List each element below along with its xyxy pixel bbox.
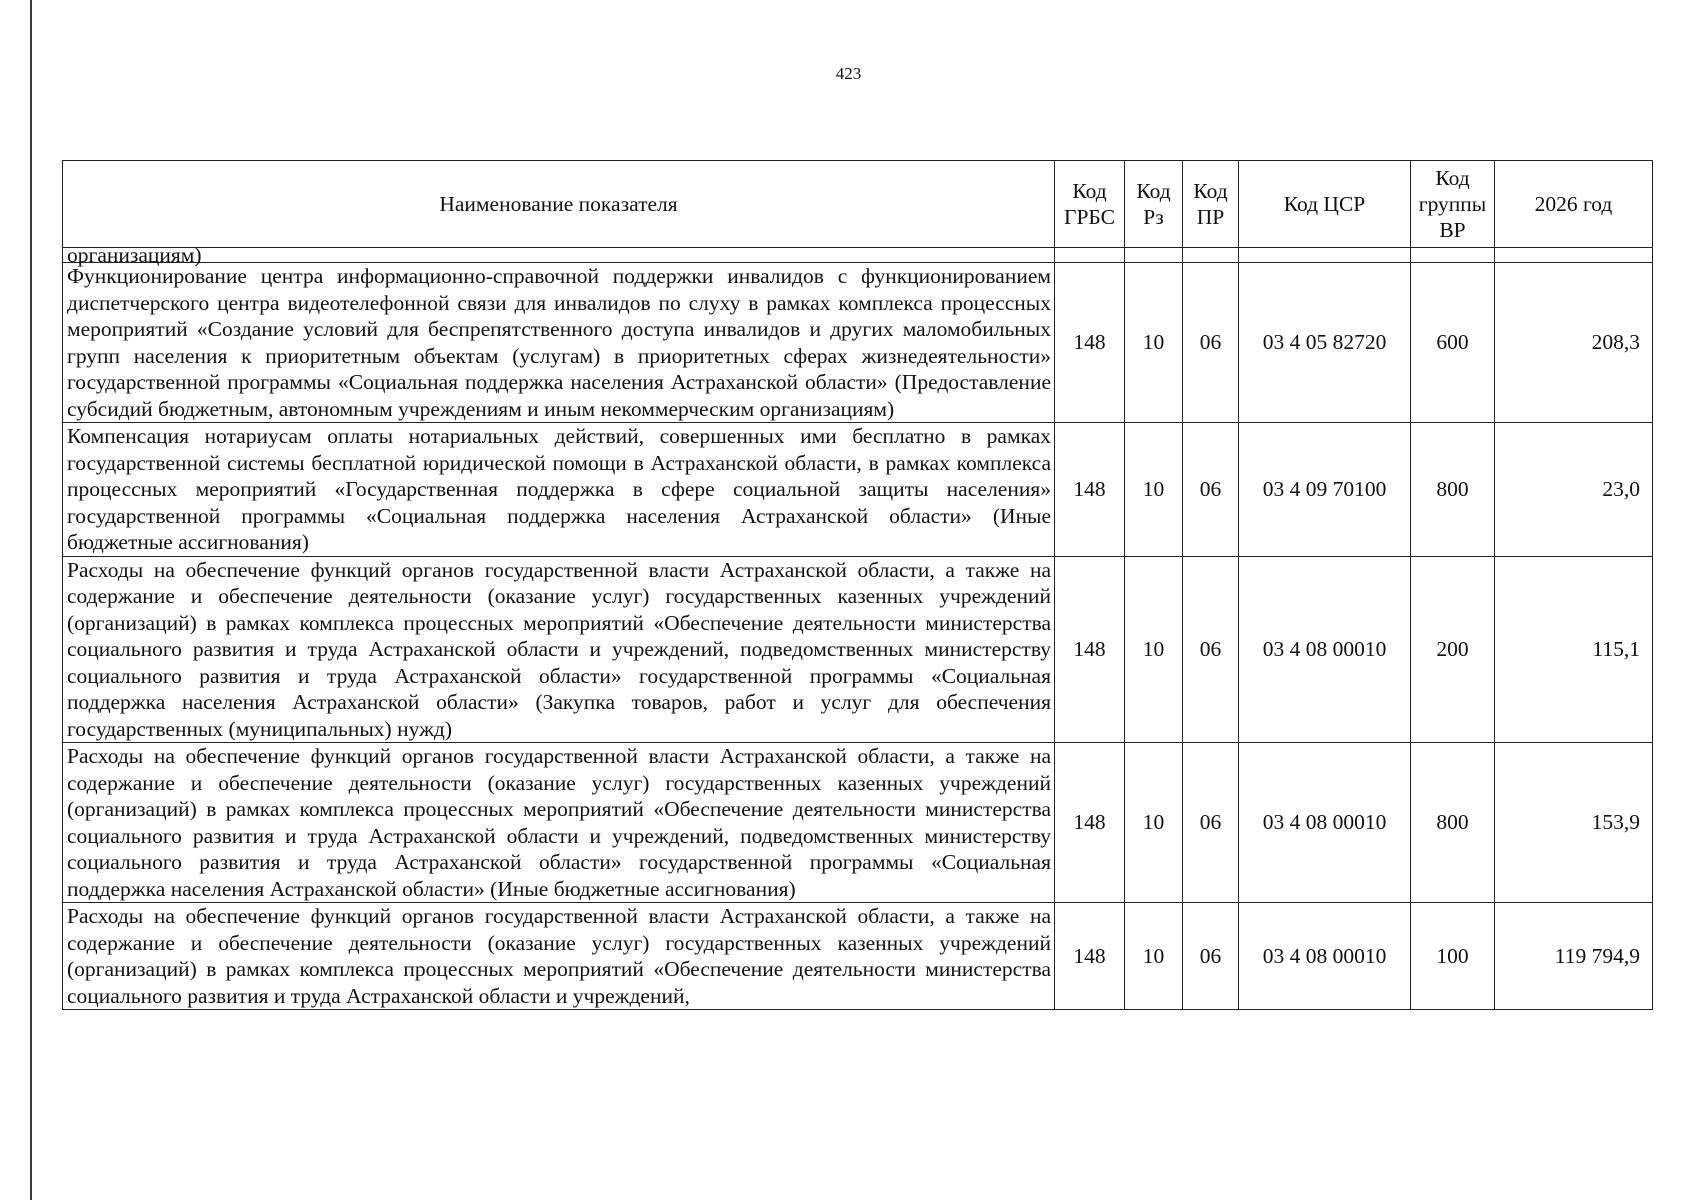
header-grbs: Код ГРБС: [1055, 161, 1125, 248]
row-csr: 03 4 08 00010: [1239, 556, 1411, 743]
row-grbs: 148: [1055, 423, 1125, 557]
row-amount: 153,9: [1495, 743, 1653, 903]
table-row: [63, 556, 1653, 743]
empty-cell: [1495, 248, 1653, 263]
row-name: Расходы на обеспечение функций органов государственной власти Астраханской области, а также на содержание и обеспечение деятельности (оказание услуг) государственных казенных учреждений (организаций) в рамках комплекса процессных мероприятий «Обеспечение деятельности министерства социального развития и труда Астраханской области и учреждений, подведомственных министерству социального развития и труда Астраханской области» государственной программы «Социальная поддержка населения Астраханской области» (Иные бюджетные ассигнования): [63, 743, 1055, 903]
row-rz: 10: [1125, 743, 1183, 903]
row-name: Расходы на обеспечение функций органов государственной власти Астраханской области, а также на содержание и обеспечение деятельности (оказание услуг) государственных казенных учреждений (организаций) в рамках комплекса процессных мероприятий «Обеспечение деятельности министерства социального развития и труда Астраханской области и учреждений,: [63, 903, 1055, 1010]
row-grbs: 148: [1055, 556, 1125, 743]
table-header-row: [63, 161, 1653, 248]
empty-cell: [1125, 248, 1183, 263]
page-binding-edge: [30, 0, 32, 1200]
page-number: 423: [835, 64, 862, 83]
row-rz: 10: [1125, 556, 1183, 743]
continuation-row: [63, 248, 1653, 263]
row-csr: 03 4 05 82720: [1239, 263, 1411, 423]
row-amount: 23,0: [1495, 423, 1653, 557]
row-vr: 100: [1411, 903, 1495, 1010]
continuation-text: организациям): [63, 248, 1055, 263]
row-grbs: 148: [1055, 903, 1125, 1010]
row-pr: 06: [1183, 556, 1239, 743]
row-rz: 10: [1125, 263, 1183, 423]
header-vr: Код группы ВР: [1411, 161, 1495, 248]
empty-cell: [1239, 248, 1411, 263]
row-vr: 800: [1411, 423, 1495, 557]
row-grbs: 148: [1055, 743, 1125, 903]
row-name: Компенсация нотариусам оплаты нотариальных действий, совершенных ими бесплатно в рамках государственной системы бесплатной юридической помощи в Астраханской области, в рамках комплекса процессных мероприятий «Государственная поддержка в сфере социальной защиты населения» государственной программы «Социальная поддержка населения Астраханской области» (Иные бюджетные ассигнования): [63, 423, 1055, 557]
row-pr: 06: [1183, 903, 1239, 1010]
row-csr: 03 4 08 00010: [1239, 743, 1411, 903]
table-row: [63, 903, 1653, 1010]
header-name: Наименование показателя: [63, 161, 1055, 248]
empty-cell: [1411, 248, 1495, 263]
row-csr: 03 4 09 70100: [1239, 423, 1411, 557]
table-row: [63, 423, 1653, 557]
row-vr: 600: [1411, 263, 1495, 423]
row-amount: 115,1: [1495, 556, 1653, 743]
row-grbs: 148: [1055, 263, 1125, 423]
header-year: 2026 год: [1495, 161, 1653, 248]
row-amount: 208,3: [1495, 263, 1653, 423]
budget-table: [62, 160, 1653, 1010]
row-pr: 06: [1183, 263, 1239, 423]
empty-cell: [1183, 248, 1239, 263]
row-csr: 03 4 08 00010: [1239, 903, 1411, 1010]
row-vr: 800: [1411, 743, 1495, 903]
row-amount: 119 794,9: [1495, 903, 1653, 1010]
row-pr: 06: [1183, 423, 1239, 557]
row-rz: 10: [1125, 903, 1183, 1010]
header-pr: Код ПР: [1183, 161, 1239, 248]
table-row: [63, 743, 1653, 903]
empty-cell: [1055, 248, 1125, 263]
table-row: [63, 263, 1653, 423]
header-csr: Код ЦСР: [1239, 161, 1411, 248]
row-pr: 06: [1183, 743, 1239, 903]
row-rz: 10: [1125, 423, 1183, 557]
row-name: Расходы на обеспечение функций органов государственной власти Астраханской области, а также на содержание и обеспечение деятельности (оказание услуг) государственных казенных учреждений (организаций) в рамках комплекса процессных мероприятий «Обеспечение деятельности министерства социального развития и труда Астраханской области и учреждений, подведомственных министерству социального развития и труда Астраханской области» государственной программы «Социальная поддержка населения Астраханской области» (Закупка товаров, работ и услуг для обеспечения государственных (муниципальных) нужд): [63, 556, 1055, 743]
row-name: Функционирование центра информационно-справочной поддержки инвалидов с функционированием диспетчерского центра видеотелефонной связи для инвалидов по слуху в рамках комплекса процессных мероприятий «Создание условий для беспрепятственного доступа инвалидов и других маломобильных групп населения к приоритетным объектам (услугам) в приоритетных сферах жизнедеятельности» государственной программы «Социальная поддержка населения Астраханской области» (Предоставление субсидий бюджетным, автономным учреждениям и иным некоммерческим организациям): [63, 263, 1055, 423]
header-rz: Код Рз: [1125, 161, 1183, 248]
row-vr: 200: [1411, 556, 1495, 743]
